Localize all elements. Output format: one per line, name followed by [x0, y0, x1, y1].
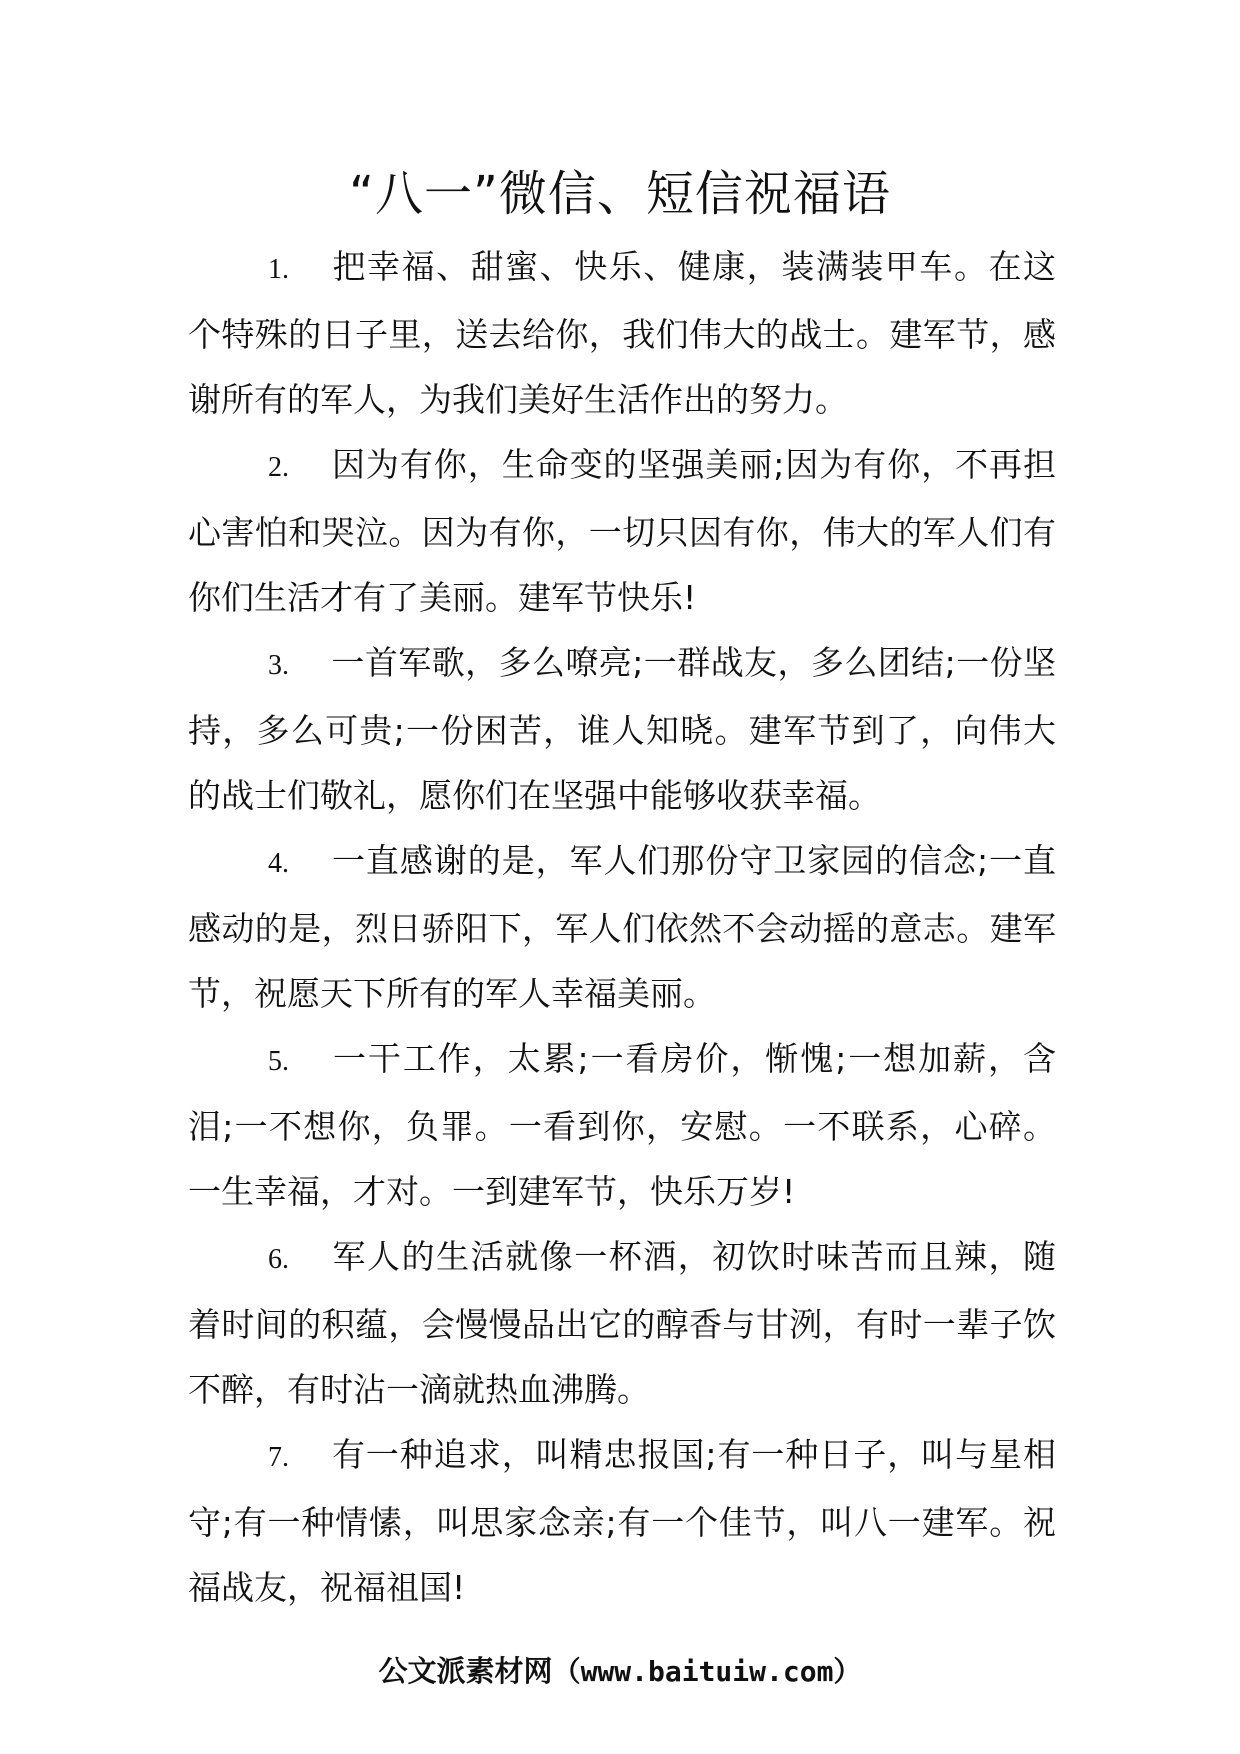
item-number: 1.	[268, 254, 289, 285]
item-number: 6.	[268, 1244, 289, 1275]
footer-url: （www.baituiw.com）	[552, 1655, 862, 1688]
item-text: 有一种追求，叫精忠报国;有一种日子，叫与星相守;有一种情愫，叫思家念亲;有一个佳节，叫八一建军。祝福战友，祝福祖国!	[188, 1435, 1056, 1607]
item-number: 7.	[268, 1442, 289, 1473]
footer-site-name: 公文派素材网	[378, 1654, 553, 1688]
item-text: 军人的生活就像一杯酒，初饮时味苦而且辣，随着时间的积蕴，会慢慢品出它的醇香与甘洌，有时一辈子饮不醉，有时沾一滴就热血沸腾。	[188, 1237, 1056, 1409]
document-body	[188, 234, 1056, 1620]
document-title: “八一”微信、短信祝福语	[349, 166, 891, 222]
item-number: 3.	[268, 650, 289, 681]
item-number: 5.	[268, 1046, 289, 1077]
item-number: 2.	[268, 452, 289, 483]
page-footer	[0, 1651, 1240, 1692]
list-item	[188, 1026, 1056, 1224]
item-text: 一首军歌，多么嘹亮;一群战友，多么团结;一份坚持，多么可贵;一份困苦，谁人知晓。建军节到了，向伟大的战士们敬礼，愿你们在坚强中能够收获幸福。	[188, 643, 1056, 815]
item-text: 一直感谢的是，军人们那份守卫家园的信念;一直感动的是，烈日骄阳下，军人们依然不会动摇的意志。建军节，祝愿天下所有的军人幸福美丽。	[188, 841, 1056, 1013]
list-item	[188, 1224, 1056, 1422]
item-number: 4.	[268, 848, 289, 879]
item-text: 一干工作，太累;一看房价，惭愧;一想加薪，含泪;一不想你，负罪。一看到你，安慰。一不联系，心碎。一生幸福，才对。一到建军节，快乐万岁!	[188, 1039, 1056, 1211]
list-item	[188, 432, 1056, 630]
item-text: 因为有你，生命变的坚强美丽;因为有你，不再担心害怕和哭泣。因为有你，一切只因有你，伟大的军人们有你们生活才有了美丽。建军节快乐!	[188, 445, 1056, 617]
list-item	[188, 1422, 1056, 1620]
list-item	[188, 234, 1056, 432]
item-text: 把幸福、甜蜜、快乐、健康，装满装甲车。在这个特殊的日子里，送去给你，我们伟大的战士。建军节，感谢所有的军人，为我们美好生活作出的努力。	[188, 247, 1056, 419]
list-item	[188, 630, 1056, 828]
list-item	[188, 828, 1056, 1026]
